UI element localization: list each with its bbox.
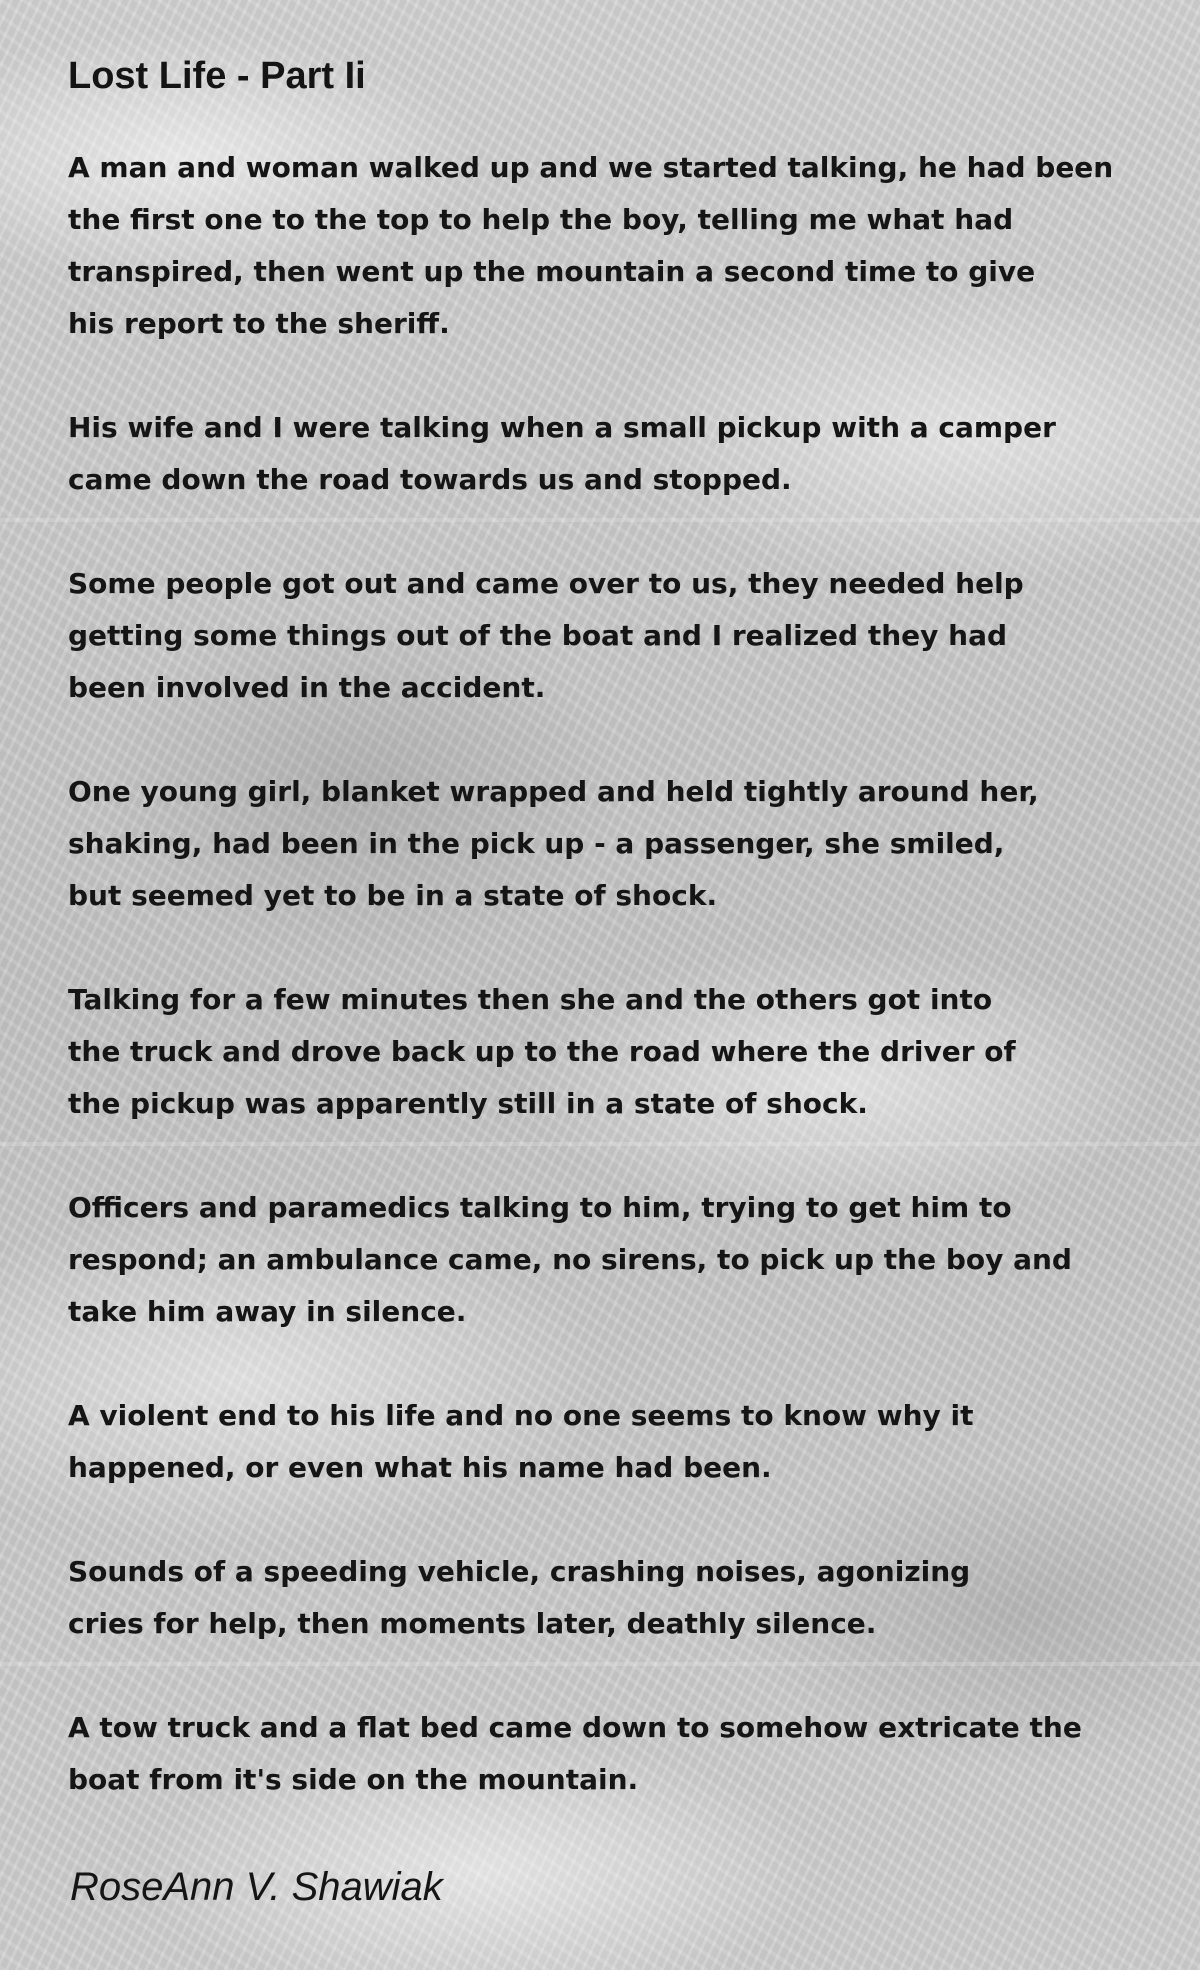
stanza bbox=[68, 402, 1148, 506]
stanza bbox=[68, 558, 1148, 714]
poem-line: Some people got out and came over to us, they needed help bbox=[68, 567, 1024, 600]
stanza bbox=[68, 1546, 1148, 1650]
poem-author: RoseAnn V. Shawiak bbox=[70, 1865, 443, 1909]
poem-line: Sounds of a speeding vehicle, crashing noises, agonizing bbox=[68, 1555, 971, 1588]
poem-title: Lost Life - Part Ii bbox=[68, 55, 366, 97]
poem-line: respond; an ambulance came, no sirens, to pick up the boy and bbox=[68, 1243, 1072, 1276]
poem-line: Talking for a few minutes then she and the others got into bbox=[68, 983, 993, 1016]
stanza bbox=[68, 1182, 1148, 1338]
poem-line: take him away in silence. bbox=[68, 1295, 467, 1328]
poem-line: getting some things out of the boat and I realized they had bbox=[68, 619, 1008, 652]
poem-line: A man and woman walked up and we started talking, he had been bbox=[68, 151, 1114, 184]
poem-line: the first one to the top to help the boy, telling me what had bbox=[68, 203, 1014, 236]
poem-line: cries for help, then moments later, deathly silence. bbox=[68, 1607, 877, 1640]
poem-line: the pickup was apparently still in a state of shock. bbox=[68, 1087, 868, 1120]
poem-line: happened, or even what his name had been. bbox=[68, 1451, 772, 1484]
poem-line: the truck and drove back up to the road where the driver of bbox=[68, 1035, 1016, 1068]
poem-line: transpired, then went up the mountain a second time to give bbox=[68, 255, 1036, 288]
poem-line: came down the road towards us and stopped. bbox=[68, 463, 792, 496]
poem-line: but seemed yet to be in a state of shock. bbox=[68, 879, 718, 912]
poem-line: One young girl, blanket wrapped and held tightly around her, bbox=[68, 775, 1039, 808]
stanza bbox=[68, 766, 1148, 922]
poem-line: been involved in the accident. bbox=[68, 671, 546, 704]
stanza bbox=[68, 1702, 1148, 1806]
stanza bbox=[68, 142, 1148, 350]
poem-line: A violent end to his life and no one seems to know why it bbox=[68, 1399, 974, 1432]
poem-line: his report to the sheriff. bbox=[68, 307, 450, 340]
stanza bbox=[68, 974, 1148, 1130]
poem-line: boat from it's side on the mountain. bbox=[68, 1763, 639, 1796]
stanza bbox=[68, 1390, 1148, 1494]
poem-container bbox=[68, 52, 1148, 1858]
poem-line: His wife and I were talking when a small pickup with a camper bbox=[68, 411, 1056, 444]
poem-line: Officers and paramedics talking to him, trying to get him to bbox=[68, 1191, 1012, 1224]
poem-line: A tow truck and a flat bed came down to somehow extricate the bbox=[68, 1711, 1082, 1744]
poem-line: shaking, had been in the pick up - a passenger, she smiled, bbox=[68, 827, 1005, 860]
